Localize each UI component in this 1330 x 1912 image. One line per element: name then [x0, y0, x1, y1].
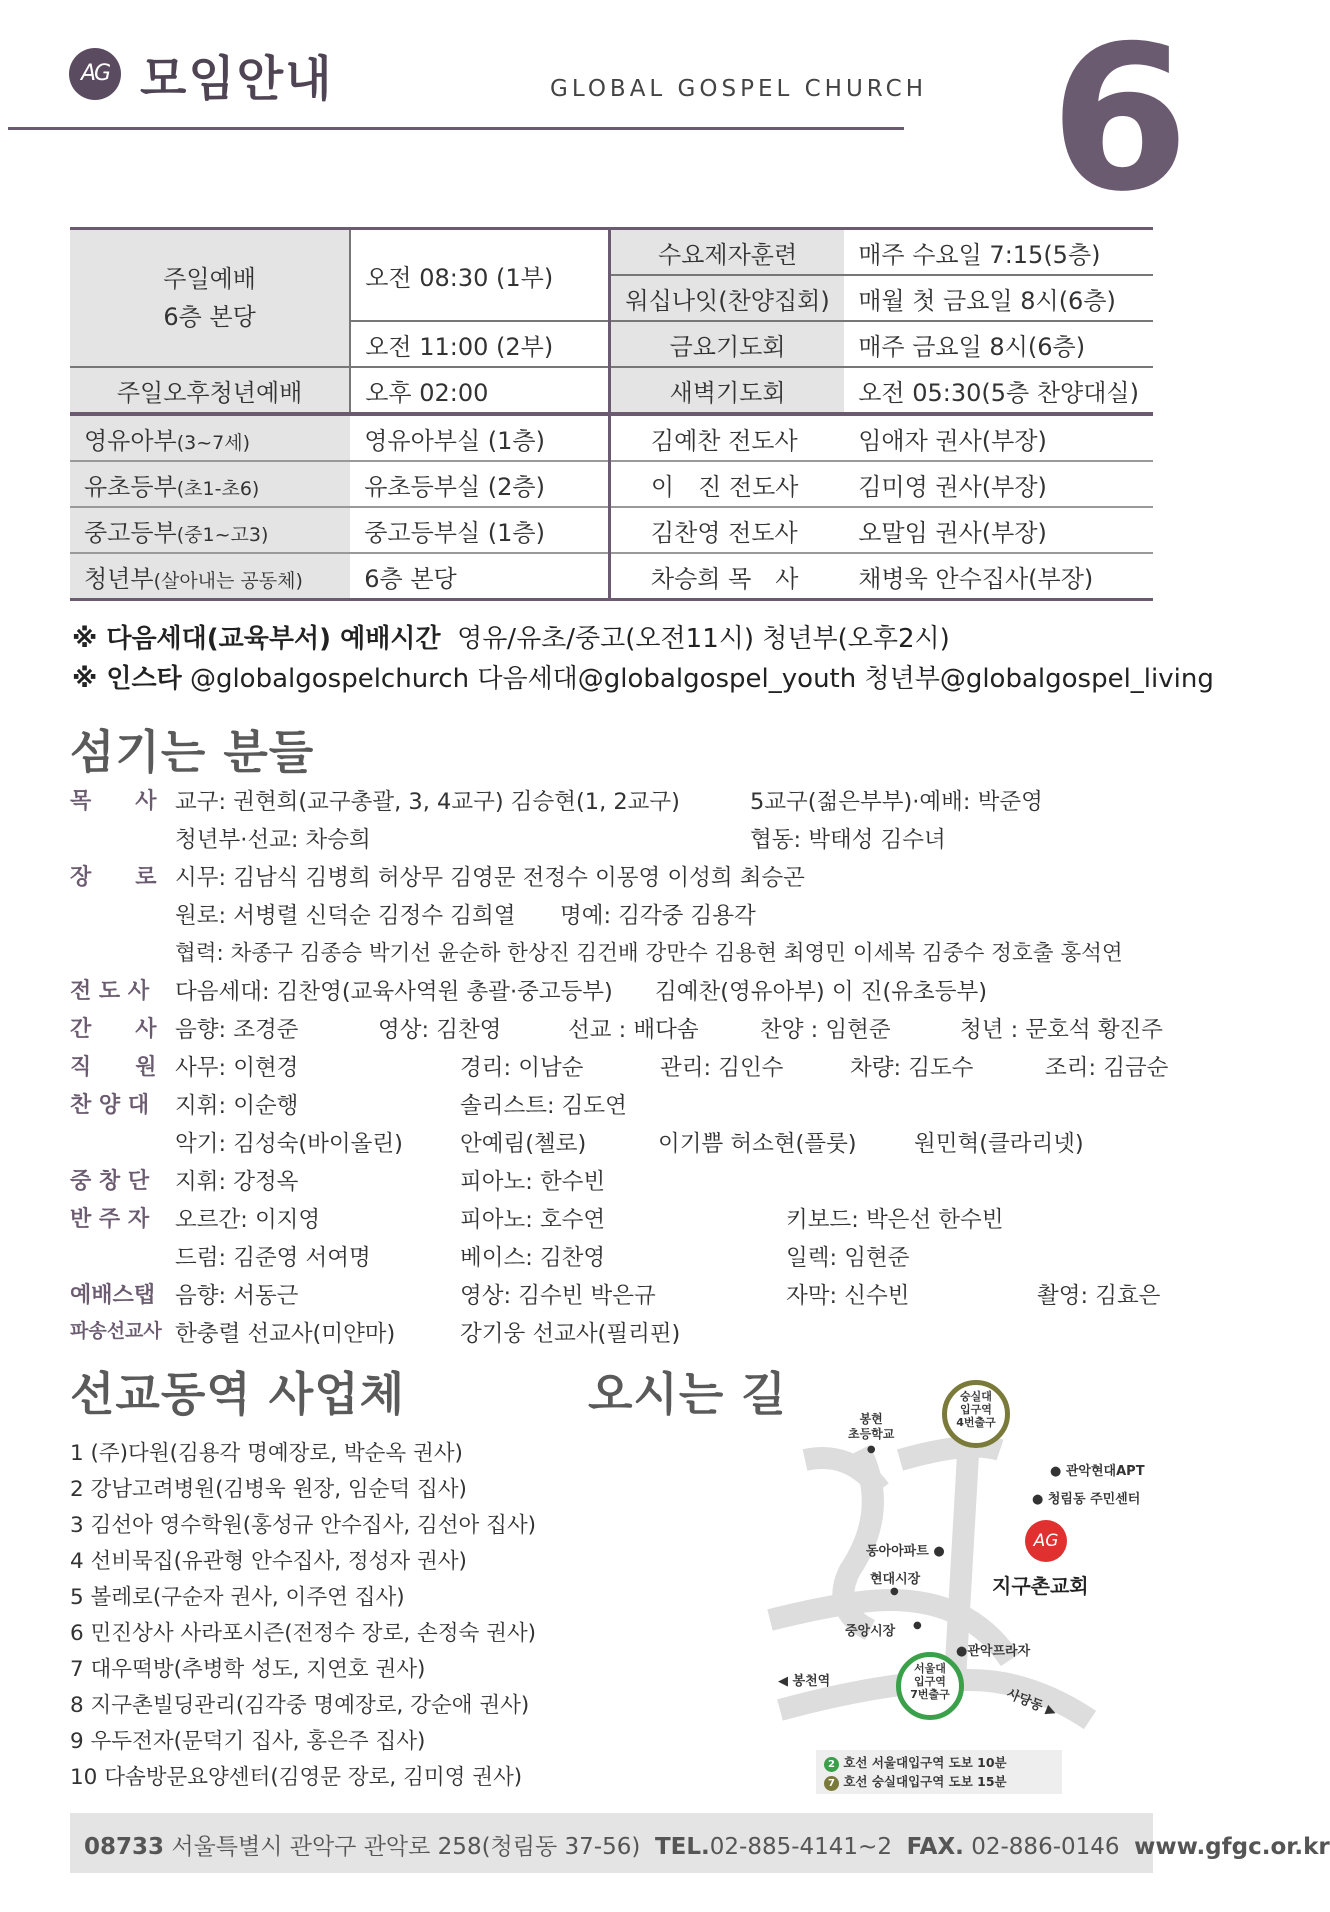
staff-text: 강기웅 선교사(필리핀) — [460, 1321, 681, 1347]
staff-text: 경리: 이남순 — [460, 1055, 584, 1081]
fax: 02-886-0146 — [971, 1834, 1120, 1860]
legend-line2: 2 호선 서울대입구역 도보 10분 — [824, 1753, 1054, 1772]
youth-service-label: 주일오후청년예배 — [70, 367, 350, 414]
staff-text: 촬영: 김효은 — [1037, 1283, 1161, 1309]
road — [900, 1447, 1000, 1460]
sunday-time-1: 오전 08:30 (1부) — [350, 229, 609, 322]
marker-dot: ● — [890, 1586, 899, 1597]
staff-text: 원민혁(클라리넷) — [914, 1131, 1084, 1157]
header-divider — [8, 127, 904, 130]
staff-text: 조리: 김금순 — [1045, 1055, 1169, 1081]
list-item: 9 우두전자(문덕기 집사, 홍은주 집사) — [70, 1729, 426, 1754]
staff-label-elder: 장 로 — [70, 865, 157, 890]
page-title: 모임안내 — [140, 51, 334, 107]
instagram-note: ※ 인스타 @globalgospelchurch 다음세대@globalgospel_youth 청년부@globalgospel_living — [72, 664, 1214, 694]
sunday-time-2: 오전 11:00 (2부) — [350, 321, 609, 367]
staff-text: 안예림(첼로) — [460, 1131, 587, 1157]
staff-text: 명예: 김각중 김용각 — [560, 903, 756, 929]
list-item: 5 볼레로(구순자 권사, 이주연 집사) — [70, 1585, 405, 1610]
staff-text: 시무: 김남식 김병희 허상무 김영문 전정수 이몽영 이성희 최승곤 — [175, 865, 805, 891]
staff-text: 이기쁨 허소현(플룻) — [658, 1131, 857, 1157]
staff-text: 원로: 서병렬 신덕순 김정수 김희열 — [175, 903, 516, 929]
staff-text: 지휘: 강정옥 — [175, 1169, 299, 1195]
list-item: 8 지구촌빌딩관리(김각중 명예장로, 강순애 권사) — [70, 1693, 530, 1718]
directions-section-title: 오시는 길 — [588, 1367, 787, 1421]
transit-legend — [816, 1750, 1062, 1794]
marker-dot: ● — [913, 1620, 922, 1631]
staff-label-ensemble: 중 창 단 — [70, 1169, 150, 1194]
staff-text: 사무: 이현경 — [175, 1055, 299, 1081]
footer-contact: 08733 서울특별시 관악구 관악로 258(청림동 37-56) TEL.02-885-4141~2 FAX. 02-886-0146 www.gfgc.or.kr — [84, 1834, 1330, 1860]
church-location-icon: AG — [1025, 1520, 1067, 1562]
month-number: 6 — [1050, 3, 1190, 236]
staff-text: 협동: 박태성 김수녀 — [750, 827, 946, 853]
list-item: 7 대우떡방(추병학 성도, 지연호 권사) — [70, 1657, 426, 1682]
schedule-label: 금요기도회 — [609, 321, 844, 367]
soongsil-station-icon: 숭실대 입구역 4번출구 — [942, 1380, 1010, 1448]
staff-text: 솔리스트: 김도연 — [460, 1093, 627, 1119]
list-item: 4 선비묵집(유관형 안수집사, 정성자 권사) — [70, 1549, 467, 1574]
staff-text: 일렉: 임현준 — [786, 1245, 910, 1271]
staff-label-pastor: 목 사 — [70, 789, 157, 814]
staff-text: 한충렬 선교사(미얀마) — [175, 1321, 396, 1347]
youth-service-time: 오후 02:00 — [350, 367, 609, 414]
address: 서울특별시 관악구 관악로 258(청림동 37-56) — [171, 1834, 641, 1860]
staff-text: 차량: 김도수 — [850, 1055, 974, 1081]
staff-text: 키보드: 박은선 한수빈 — [786, 1207, 1004, 1233]
dept-pastor: 김찬영 전도사 — [650, 518, 798, 547]
seoul-univ-station-icon: 서울대 입구역 7번출구 — [896, 1652, 964, 1720]
footer-bar — [70, 1813, 1330, 1873]
next-gen-note: ※ 다음세대(교육부서) 예배시간 영유/유초/중고(오전11시) 청년부(오후2시) — [72, 624, 950, 654]
postal-code: 08733 — [84, 1834, 165, 1860]
schedule-value: 매주 수요일 7:15(5층) — [844, 229, 1153, 276]
staff-text: 청년부·선교: 차승희 — [175, 827, 371, 853]
list-item: 2 강남고려병원(김병욱 원장, 임순덕 집사) — [70, 1477, 467, 1502]
list-item: 1 (주)다원(김용각 명예장로, 박순옥 권사) — [70, 1441, 463, 1466]
website-link[interactable]: www.gfgc.or.kr — [1134, 1834, 1330, 1860]
staff-text: 청년 : 문호석 황진주 — [960, 1017, 1163, 1043]
gwanak-apt-label: ● 관악현대APT — [1050, 1464, 1145, 1479]
staff-text: 영상: 김찬영 — [378, 1017, 502, 1043]
staff-label-evangelist: 전 도 사 — [70, 979, 150, 1004]
staff-text: 음향: 서동근 — [175, 1283, 299, 1309]
bongcheon-station-label: ◀ 봉천역 — [778, 1674, 831, 1689]
staff-text: 찬양 : 임현준 — [760, 1017, 891, 1043]
dept-name: 영유아부(3~7세) — [70, 414, 350, 461]
staff-text: 자막: 신수빈 — [786, 1283, 910, 1309]
staff-label-accompanist: 반 주 자 — [70, 1207, 150, 1232]
staff-label-missionary: 파송선교사 — [70, 1320, 162, 1342]
staff-text: 드럼: 김준영 서여명 — [175, 1245, 371, 1271]
business-section-title: 선교동역 사업체 — [70, 1367, 406, 1421]
staff-text: 선교 : 배다솜 — [568, 1017, 699, 1043]
staff-label-employee: 직 원 — [70, 1055, 157, 1080]
staff-label-worship-staff: 예배스탭 — [70, 1283, 156, 1308]
list-item: 10 다솜방문요양센터(김영문 장로, 김미영 권사) — [70, 1765, 523, 1790]
staff-text: 영상: 김수빈 박은규 — [460, 1283, 656, 1309]
dept-elder: 채병욱 안수집사(부장) — [858, 564, 1094, 593]
staff-text: 다음세대: 김찬영(교육사역원 총괄·중고등부) — [175, 979, 613, 1005]
church-name: GLOBAL GOSPEL CHURCH — [550, 76, 927, 102]
dept-place: 영유아부실 (1층) — [350, 414, 609, 461]
staff-text: 협력: 차종구 김종승 박기선 윤순하 한상진 김건배 강만수 김용현 최영민 이세복 김중수 정호출 홍석연 — [175, 941, 1123, 966]
location-map — [770, 1380, 1170, 1790]
gwanak-plaza-label: ●관악프라자 — [956, 1644, 1031, 1659]
cheongrim-center-label: ● 청림동 주민센터 — [1032, 1492, 1141, 1507]
staff-text: 관리: 김인수 — [660, 1055, 784, 1081]
staff-text: 교구: 권현희(교구총괄, 3, 4교구) 김승현(1, 2교구) — [175, 789, 680, 815]
jungang-market-label: 중앙시장 — [845, 1624, 896, 1639]
schedule-label: 워십나잇(찬양집회) — [609, 275, 844, 321]
dept-pastor: 김예찬 전도사 — [650, 426, 798, 455]
bongheon-school-label: 봉현 초등학교 ● — [848, 1412, 895, 1455]
legend-line7: 7 호선 숭실대입구역 도보 15분 — [824, 1772, 1054, 1791]
church-logo-icon: AG — [69, 48, 121, 100]
dept-place: 유초등부실 (2층) — [350, 461, 609, 507]
staff-text: 5교구(젊은부부)·예배: 박준영 — [750, 789, 1043, 815]
schedule-value: 매월 첫 금요일 8시(6층) — [844, 275, 1153, 321]
dept-name: 유초등부(초1-초6) — [70, 461, 350, 507]
dept-elder: 김미영 권사(부장) — [858, 472, 1047, 501]
worship-schedule-table — [70, 227, 1153, 601]
line2-icon: 2 — [824, 1757, 839, 1772]
staff-text: 음향: 조경준 — [175, 1017, 299, 1043]
schedule-label: 수요제자훈련 — [609, 229, 844, 276]
schedule-label: 새벽기도회 — [609, 367, 844, 414]
donga-apt-label: 동아아파트 ● — [866, 1544, 945, 1559]
sunday-service-label: 주일예배 — [163, 265, 256, 293]
phone: 02-885-4141~2 — [709, 1834, 892, 1860]
dept-name: 중고등부(중1~고3) — [70, 507, 350, 553]
sunday-service-cell — [70, 229, 350, 368]
schedule-value: 오전 05:30(5층 찬양대실) — [858, 378, 1139, 407]
dept-pastor: 차승희 목 사 — [650, 564, 799, 593]
staff-text: 오르간: 이지영 — [175, 1207, 321, 1233]
dept-place: 중고등부실 (1층) — [350, 507, 609, 553]
dept-elder: 임애자 권사(부장) — [858, 426, 1047, 455]
staff-text: 악기: 김성숙(바이올린) — [175, 1131, 403, 1157]
sadang-label: 사당동 ▶ — [1004, 1686, 1059, 1721]
sunday-service-place: 6층 본당 — [163, 303, 256, 331]
staff-text: 김예찬(영유아부) 이 진(유초등부) — [655, 979, 987, 1005]
dept-name: 청년부(살아내는 공동체) — [70, 553, 350, 600]
line7-icon: 7 — [824, 1776, 839, 1791]
list-item: 3 김선아 영수학원(홍성규 안수집사, 김선아 집사) — [70, 1513, 537, 1538]
church-location-label: 지구촌교회 — [992, 1574, 1089, 1598]
staff-text: 피아노: 호수연 — [460, 1207, 606, 1233]
staff-text: 지휘: 이순행 — [175, 1093, 299, 1119]
staff-text: 베이스: 김찬영 — [460, 1245, 606, 1271]
staff-label-secretary: 간 사 — [70, 1017, 157, 1042]
staff-section-title: 섬기는 분들 — [70, 725, 315, 779]
list-item: 6 민진상사 사라포시즌(전정수 장로, 손정숙 권사) — [70, 1621, 537, 1646]
dept-pastor: 이 진 전도사 — [650, 472, 799, 501]
staff-text: 피아노: 한수빈 — [460, 1169, 606, 1195]
schedule-value: 매주 금요일 8시(6층) — [844, 321, 1153, 367]
hyundai-market-label: 현대시장 — [870, 1572, 921, 1587]
staff-label-choir: 찬 양 대 — [70, 1093, 150, 1118]
dept-elder: 오말임 권사(부장) — [858, 518, 1047, 547]
dept-place: 6층 본당 — [350, 553, 609, 600]
